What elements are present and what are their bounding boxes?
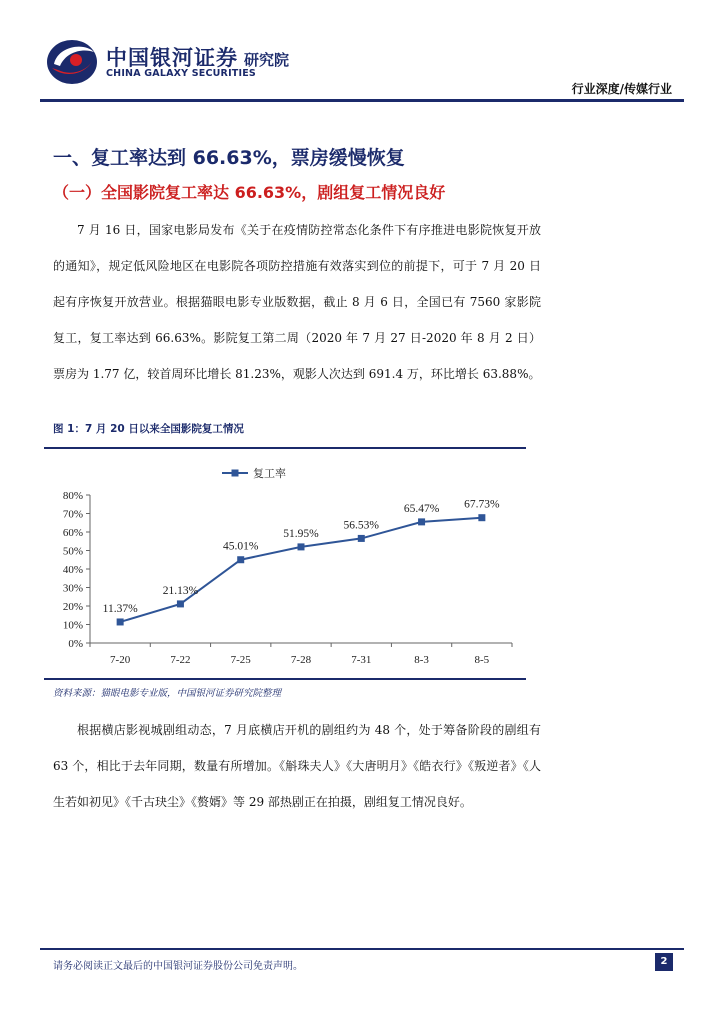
data-label: 56.53% (343, 519, 380, 532)
data-point (358, 535, 365, 542)
data-label: 11.37% (102, 602, 138, 615)
footer-disclaimer: 请务必阅读正文最后的中国银河证券股份公司免责声明。 (53, 961, 303, 972)
data-point (478, 514, 485, 521)
x-tick-label: 7-22 (170, 654, 191, 666)
y-tick-label: 20% (62, 601, 83, 613)
data-point (418, 518, 425, 525)
legend-label: 复工率 (253, 467, 286, 480)
section-heading: 一、复工率达到 66.63%，票房缓慢恢复 (53, 147, 405, 169)
y-tick-label: 60% (62, 527, 83, 539)
data-label: 45.01% (222, 540, 259, 553)
data-label: 21.13% (162, 584, 199, 597)
figure-rule-bottom (44, 678, 526, 680)
galaxy-logo-icon (44, 36, 100, 88)
chart-series (103, 499, 500, 626)
y-tick-label: 50% (62, 545, 83, 558)
chart-ticks (63, 490, 512, 666)
y-tick-label: 10% (62, 619, 83, 632)
data-label: 67.73% (464, 498, 500, 511)
x-tick-label: 8-3 (414, 654, 429, 666)
header-divider (40, 99, 684, 102)
figure-source: 资料来源：猫眼电影专业版，中国银河证券研究院整理 (53, 688, 282, 699)
y-tick-label: 80% (62, 490, 83, 502)
chart-axes (90, 495, 512, 643)
y-tick-label: 70% (62, 508, 83, 521)
y-tick-label: 30% (62, 582, 83, 595)
page-number: 2 (655, 953, 673, 971)
y-tick-label: 0% (68, 638, 83, 650)
data-label: 51.95% (283, 527, 319, 540)
footer-divider (40, 948, 684, 950)
data-point (298, 543, 305, 550)
x-tick-label: 7-20 (110, 654, 131, 666)
legend-marker (232, 470, 239, 477)
x-tick-label: 8-5 (474, 654, 490, 666)
data-point (177, 600, 184, 607)
recovery-rate-chart (44, 449, 526, 678)
subsection-heading: （一）全国影院复工率达 66.63%，剧组复工情况良好 (53, 183, 446, 202)
logo-text-sub: 研究院 (244, 51, 290, 69)
body-paragraph-1: 7 月 16 日，国家电影局发布《关于在疫情防控常态化条件下有序推进电影院恢复开放的通知》，规定低风险地区在电影院各项防控措施有效落实到位的前提下，可于 7 月 20 日起有序恢复开放营业。根据猫眼电影专业版数据，截止 8 月 6 日，全国已有 7560 家影院复工，复工率达到 66.63%。影院复工第二周（2020 年 7 月 27 日-2020 年 8 月 2 日）票房为 1.77 亿，较首周环比增长 81.23%，观影人次达到 691.4 万，环比增长 63.88%。 (53, 223, 541, 381)
company-logo (40, 36, 290, 88)
data-point (117, 618, 124, 625)
industry-tag: 行业深度/传媒行业 (571, 82, 672, 96)
figure-title: 图 1：7 月 20 日以来全国影院复工情况 (53, 423, 244, 435)
chart-legend (222, 466, 286, 480)
data-label: 65.47% (403, 502, 440, 515)
data-point (237, 556, 244, 563)
y-tick-label: 40% (62, 564, 83, 576)
x-tick-label: 7-25 (230, 654, 251, 666)
logo-text-en: CHINA GALAXY SECURITIES (106, 68, 256, 79)
body-paragraph-2: 根据横店影视城剧组动态，7 月底横店开机的剧组约为 48 个，处于筹备阶段的剧组有 63 个，相比于去年同期，数量有所增加。《斛珠夫人》《大唐明月》《皓衣行》《叛逆者》《人生若如初见》《千古玦尘》《赘婿》等 29 部热剧正在拍摄，剧组复工情况良好。 (53, 723, 541, 809)
x-tick-label: 7-31 (351, 654, 372, 666)
logo-text-cn: 中国银河证券 研究院 (106, 46, 290, 70)
x-tick-label: 7-28 (290, 654, 312, 666)
